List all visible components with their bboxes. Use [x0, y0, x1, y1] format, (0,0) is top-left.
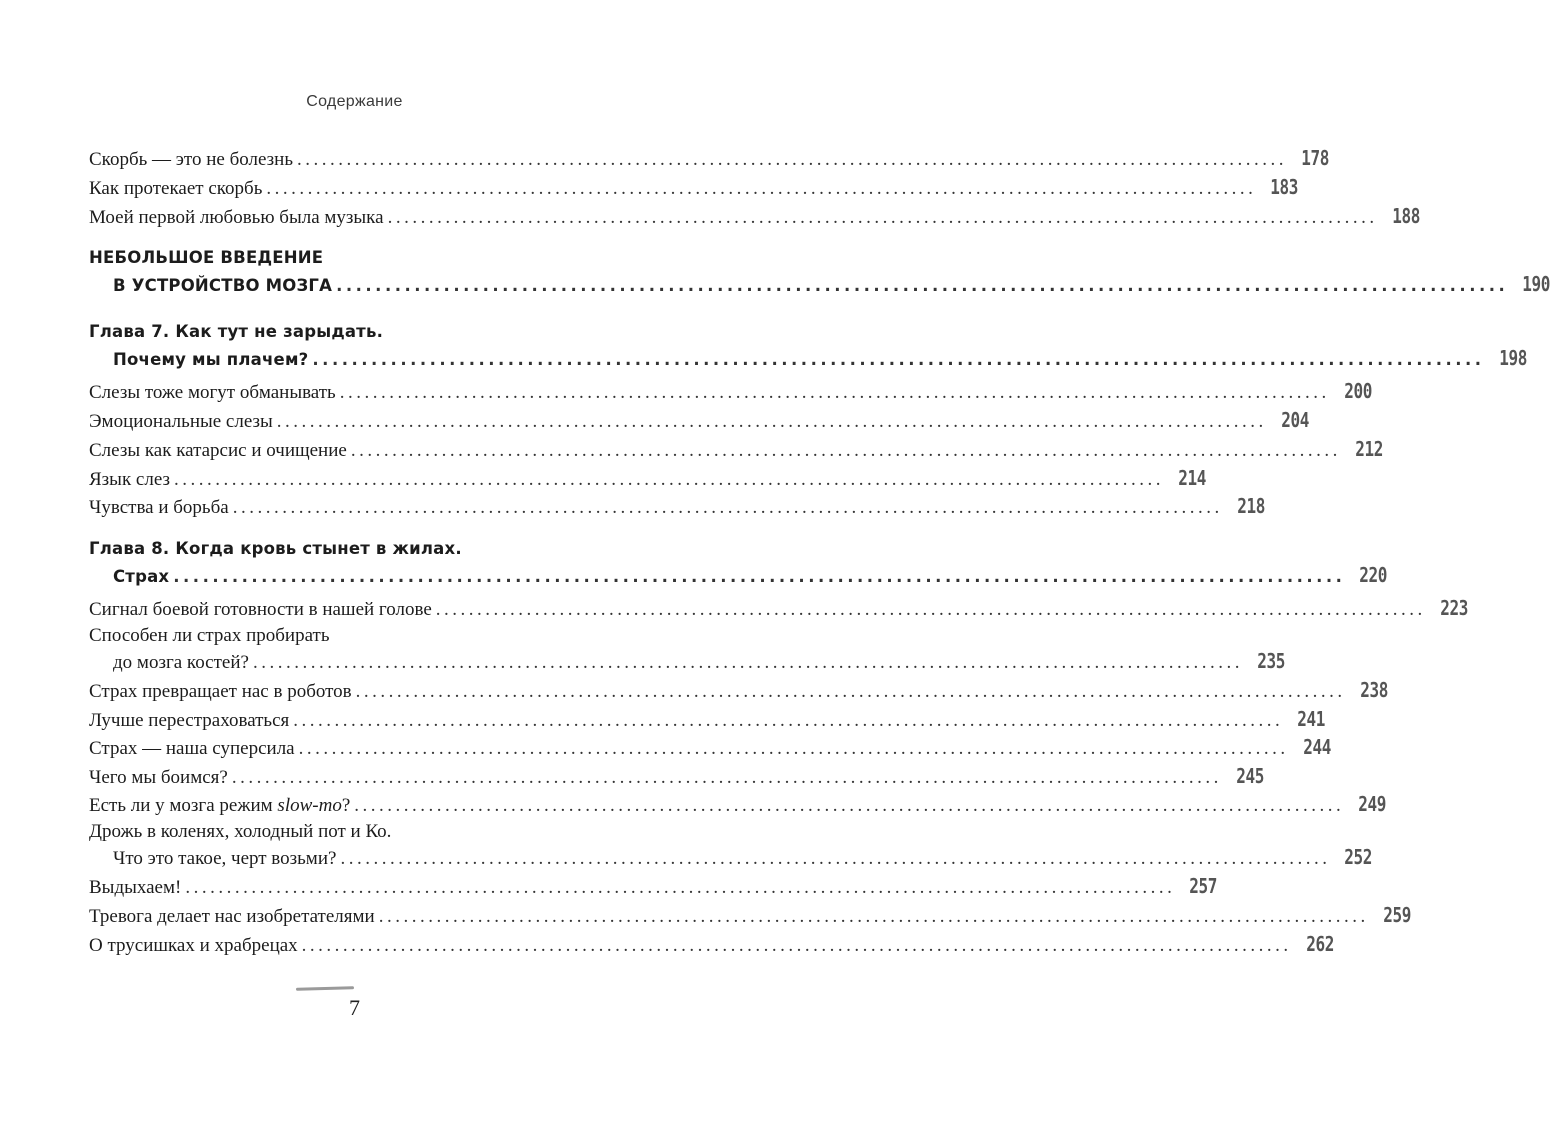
toc-entry-page: 190 [1522, 272, 1550, 296]
toc-entry-page: 262 [1305, 932, 1334, 956]
dot-leader: ........................................................................................................................ [298, 738, 1289, 759]
toc-entry-page: 178 [1301, 146, 1329, 170]
toc-entry-title: Лучше перестраховаться [89, 710, 290, 731]
dot-leader: ........................................................................................................................ [173, 567, 1346, 586]
dot-leader: ........................................................................................................................ [293, 710, 1284, 731]
toc-entry-title-suffix: ? [341, 795, 351, 816]
toc-entry-page: 241 [1297, 707, 1326, 731]
toc-entry[interactable] [89, 379, 1372, 405]
section-entry[interactable] [89, 272, 1550, 298]
toc-entry-title-line2: Что это такое, черт возьми? [113, 848, 337, 869]
toc-entry[interactable] [89, 649, 1285, 675]
dot-leader: ........................................................................................................................ [340, 848, 1331, 869]
dot-leader: ........................................................................................................................ [252, 652, 1243, 673]
toc-entry-page: 249 [1358, 792, 1387, 816]
dot-leader: ........................................................................................................................ [266, 178, 1257, 199]
toc-entry-title: Страх превращает нас в роботов [89, 681, 352, 702]
dot-leader: ........................................................................................................................ [350, 440, 1341, 461]
chapter-8-entry[interactable] [89, 563, 1388, 589]
toc-entry-page: 238 [1359, 678, 1388, 702]
toc-entry-title: О трусишках и храбрецах [89, 935, 298, 956]
footer-rule [296, 986, 354, 991]
toc-entry[interactable] [89, 845, 1373, 871]
toc-entry-title: Слезы тоже могут обманывать [89, 382, 336, 403]
toc-entry[interactable] [89, 408, 1309, 434]
dot-leader: ........................................................................................................................ [301, 935, 1292, 956]
toc-entry[interactable] [89, 764, 1264, 790]
dot-leader: ........................................................................................................................ [174, 469, 1165, 490]
toc-entry-title-prefix: Есть ли у мозга режим [89, 795, 278, 816]
toc-entry[interactable] [89, 494, 1265, 520]
page-number: 7 [349, 995, 360, 1020]
dot-leader: ........................................................................................................................ [339, 382, 1330, 403]
dot-leader: ........................................................................................................................ [232, 497, 1223, 518]
toc-entry-page: 235 [1257, 649, 1285, 673]
toc-entry[interactable] [89, 596, 1468, 622]
chapter-7-title-line2: Почему мы плачем? [113, 350, 309, 369]
dot-leader: ........................................................................................................................ [231, 767, 1222, 788]
dot-leader: ........................................................................................................................ [354, 795, 1345, 816]
toc-entry-title: Скорбь — это не болезнь [89, 149, 293, 170]
toc-entry-page: 204 [1281, 408, 1309, 432]
toc-entry-page: 214 [1178, 466, 1207, 490]
dot-leader: ........................................................................................................................ [387, 207, 1378, 228]
toc-entry[interactable] [89, 146, 1329, 172]
toc-entry-title: Чувства и борьба [89, 497, 229, 518]
toc-entry[interactable] [89, 874, 1218, 900]
section-title-line1[interactable]: НЕБОЛЬШОЕ ВВЕДЕНИЕ [89, 248, 324, 267]
toc-entry-page: 212 [1355, 437, 1383, 461]
toc-entry-title: Моей первой любовью была музыка [89, 207, 384, 228]
toc-entry[interactable] [89, 678, 1388, 704]
toc-entry-page: 188 [1391, 204, 1420, 228]
toc-entry[interactable] [89, 175, 1299, 201]
toc-entry-title: Язык слез [89, 469, 171, 490]
toc-entry-page: 257 [1189, 874, 1218, 898]
toc-entry[interactable] [89, 903, 1411, 929]
dot-leader: ........................................................................................................................ [336, 276, 1509, 295]
dot-leader: ........................................................................................................................ [312, 350, 1485, 369]
toc-entry[interactable] [89, 466, 1207, 492]
chapter-7-entry[interactable] [89, 346, 1527, 372]
chapter-8-title-line2: Страх [113, 567, 170, 586]
toc-entry-page: 252 [1344, 845, 1373, 869]
toc-entry-title: Сигнал боевой готовности в нашей голове [89, 599, 432, 620]
toc-entry-title-line2: до мозга костей? [113, 652, 249, 673]
toc-entry-title: Эмоциональные слезы [89, 411, 273, 432]
toc-entry-title-line1[interactable]: Дрожь в коленях, холодный пот и Ко. [89, 821, 392, 842]
toc-entry-page: 223 [1440, 596, 1468, 620]
toc-entry-title: Выдыхаем! [89, 877, 182, 898]
dot-leader: ........................................................................................................................ [378, 906, 1369, 927]
section-title-line2: В УСТРОЙСТВО МОЗГА [113, 276, 333, 295]
running-title: Содержание [306, 93, 403, 110]
dot-leader: ........................................................................................................................ [435, 599, 1426, 620]
toc-entry-title [89, 795, 350, 817]
toc-entry-page: 198 [1498, 346, 1527, 370]
toc-entry-page: 200 [1344, 379, 1372, 403]
toc-entry-title: Чего мы боимся? [89, 767, 228, 788]
toc-entry-title: Страх — наша суперсила [89, 738, 295, 759]
toc-entry-title: Как протекает скорбь [89, 178, 263, 199]
toc-entry[interactable] [89, 735, 1331, 761]
chapter-7-title-line1[interactable]: Глава 7. Как тут не зарыдать. [89, 322, 384, 341]
toc-entry-page: 245 [1236, 764, 1264, 788]
toc-entry-page: 220 [1359, 563, 1388, 587]
toc-entry[interactable] [89, 437, 1383, 463]
dot-leader: ........................................................................................................................ [355, 681, 1346, 702]
dot-leader: ........................................................................................................................ [296, 149, 1287, 170]
toc-entry-title: Тревога делает нас изобретателями [89, 906, 375, 927]
toc-entry-title-line1[interactable]: Способен ли страх пробирать [89, 625, 330, 646]
dot-leader: ........................................................................................................................ [185, 877, 1176, 898]
toc-entry-page: 218 [1237, 494, 1265, 518]
toc-entry-title-italic: slow-mo [277, 795, 342, 816]
chapter-8-title-line1[interactable]: Глава 8. Когда кровь стынет в жилах. [89, 539, 462, 558]
toc-entry-page: 244 [1302, 735, 1331, 759]
toc-entry[interactable] [89, 707, 1326, 733]
toc-entry[interactable] [89, 204, 1420, 230]
toc-entry-title: Слезы как катарсис и очищение [89, 440, 347, 461]
toc-entry[interactable] [89, 932, 1334, 958]
toc-entry-page: 259 [1383, 903, 1411, 927]
toc-entry[interactable] [89, 792, 1387, 818]
toc-entry-page: 183 [1270, 175, 1299, 199]
dot-leader: ........................................................................................................................ [276, 411, 1267, 432]
